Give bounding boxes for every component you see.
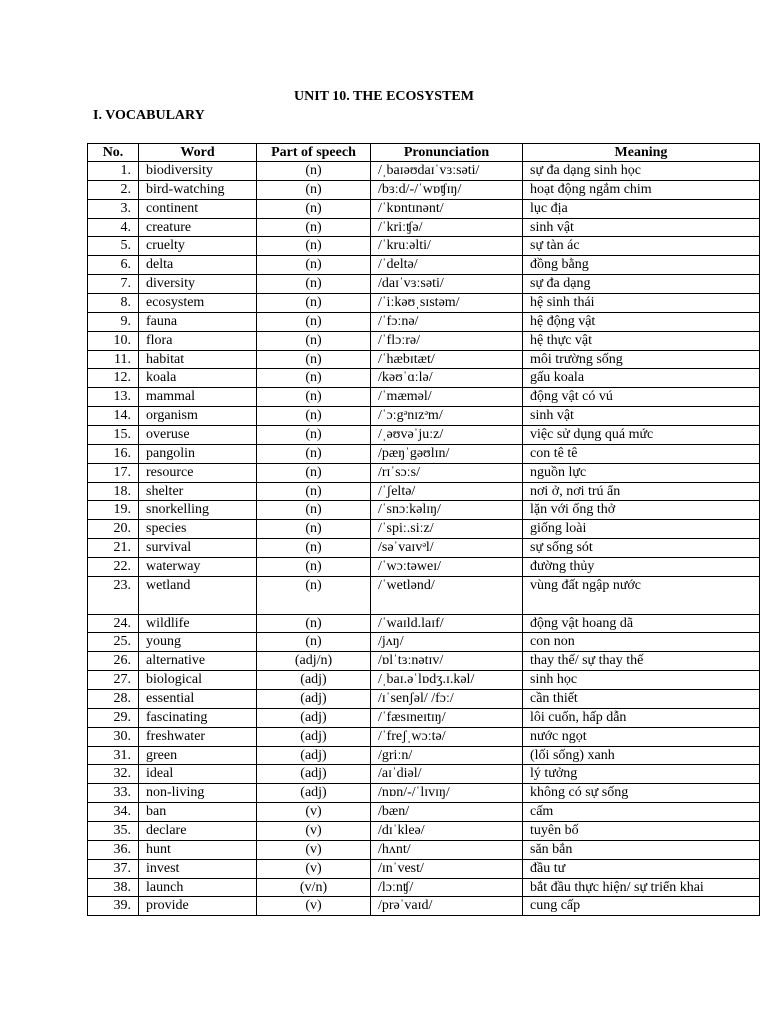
cell-meaning: gấu koala	[523, 369, 760, 388]
cell-word: young	[139, 633, 257, 652]
cell-part-of-speech: (adj)	[257, 746, 371, 765]
table-row	[88, 162, 760, 181]
cell-pronunciation: /ˈwetlənd/	[371, 576, 523, 614]
cell-part-of-speech: (adj)	[257, 765, 371, 784]
cell-part-of-speech: (v)	[257, 803, 371, 822]
cell-part-of-speech: (n)	[257, 482, 371, 501]
cell-part-of-speech: (n)	[257, 388, 371, 407]
cell-pronunciation: /ˈɔːgᵊnɪzᵊm/	[371, 407, 523, 426]
table-row	[88, 576, 760, 614]
cell-meaning: đồng bằng	[523, 256, 760, 275]
cell-no: 23.	[88, 576, 139, 614]
cell-meaning: cần thiết	[523, 689, 760, 708]
cell-word: survival	[139, 539, 257, 558]
cell-part-of-speech: (n)	[257, 369, 371, 388]
cell-part-of-speech: (n)	[257, 444, 371, 463]
cell-no: 26.	[88, 652, 139, 671]
cell-pronunciation: /daɪˈvɜːsəti/	[371, 275, 523, 294]
cell-meaning: bắt đầu thực hiện/ sự triển khai	[523, 878, 760, 897]
cell-no: 15.	[88, 426, 139, 445]
cell-part-of-speech: (n)	[257, 180, 371, 199]
table-row	[88, 331, 760, 350]
cell-no: 19.	[88, 501, 139, 520]
cell-word: mammal	[139, 388, 257, 407]
cell-pronunciation: /ˈwaɪld.laɪf/	[371, 614, 523, 633]
cell-word: biological	[139, 671, 257, 690]
cell-pronunciation: /ˈiːkəʊˌsɪstəm/	[371, 294, 523, 313]
table-row	[88, 407, 760, 426]
cell-meaning: cấm	[523, 803, 760, 822]
cell-no: 11.	[88, 350, 139, 369]
cell-pronunciation: /ˈspiː.siːz/	[371, 520, 523, 539]
cell-no: 7.	[88, 275, 139, 294]
cell-no: 32.	[88, 765, 139, 784]
cell-pronunciation: /bæn/	[371, 803, 523, 822]
cell-pronunciation: /ˈmæməl/	[371, 388, 523, 407]
table-row	[88, 689, 760, 708]
cell-meaning: đường thủy	[523, 558, 760, 577]
cell-part-of-speech: (n)	[257, 520, 371, 539]
cell-word: resource	[139, 463, 257, 482]
cell-word: creature	[139, 218, 257, 237]
cell-pronunciation: /ˈʃeltə/	[371, 482, 523, 501]
cell-word: snorkelling	[139, 501, 257, 520]
cell-no: 36.	[88, 840, 139, 859]
cell-no: 25.	[88, 633, 139, 652]
cell-meaning: lặn với ống thở	[523, 501, 760, 520]
table-row	[88, 444, 760, 463]
cell-pronunciation: /ɪˈsenʃəl/ /fɔː/	[371, 689, 523, 708]
cell-word: hunt	[139, 840, 257, 859]
table-row	[88, 482, 760, 501]
header-part-of-speech: Part of speech	[257, 144, 371, 162]
cell-pronunciation: /nɒn/-/ˈlɪvɪŋ/	[371, 784, 523, 803]
cell-no: 33.	[88, 784, 139, 803]
table-row	[88, 426, 760, 445]
cell-word: flora	[139, 331, 257, 350]
table-row	[88, 256, 760, 275]
cell-meaning: vùng đất ngập nước	[523, 576, 760, 614]
cell-pronunciation: /ˈsnɔːkəlɪŋ/	[371, 501, 523, 520]
cell-no: 6.	[88, 256, 139, 275]
cell-no: 2.	[88, 180, 139, 199]
cell-meaning: nước ngọt	[523, 727, 760, 746]
cell-word: provide	[139, 897, 257, 916]
table-row	[88, 633, 760, 652]
cell-pronunciation: /ˈkruːəlti/	[371, 237, 523, 256]
cell-pronunciation: /ˌəʊvəˈjuːz/	[371, 426, 523, 445]
cell-no: 20.	[88, 520, 139, 539]
table-row	[88, 840, 760, 859]
cell-part-of-speech: (n)	[257, 633, 371, 652]
cell-meaning: lôi cuốn, hấp dẫn	[523, 708, 760, 727]
cell-pronunciation: /səˈvaɪvᵊl/	[371, 539, 523, 558]
table-row	[88, 463, 760, 482]
table-row	[88, 312, 760, 331]
table-row	[88, 218, 760, 237]
cell-no: 4.	[88, 218, 139, 237]
table-row	[88, 520, 760, 539]
cell-meaning: thay thế/ sự thay thế	[523, 652, 760, 671]
cell-pronunciation: /dɪˈkleə/	[371, 821, 523, 840]
cell-part-of-speech: (v/n)	[257, 878, 371, 897]
cell-no: 31.	[88, 746, 139, 765]
cell-meaning: con tê tê	[523, 444, 760, 463]
cell-pronunciation: /ˈfɔːnə/	[371, 312, 523, 331]
table-row	[88, 350, 760, 369]
cell-no: 27.	[88, 671, 139, 690]
cell-part-of-speech: (n)	[257, 331, 371, 350]
cell-no: 24.	[88, 614, 139, 633]
cell-word: diversity	[139, 275, 257, 294]
cell-pronunciation: /ˈflɔːrə/	[371, 331, 523, 350]
cell-word: continent	[139, 199, 257, 218]
cell-meaning: nguồn lực	[523, 463, 760, 482]
table-row	[88, 652, 760, 671]
cell-meaning: lục địa	[523, 199, 760, 218]
cell-meaning: giống loài	[523, 520, 760, 539]
table-row	[88, 878, 760, 897]
cell-word: shelter	[139, 482, 257, 501]
cell-no: 12.	[88, 369, 139, 388]
cell-word: invest	[139, 859, 257, 878]
header-pronunciation: Pronunciation	[371, 144, 523, 162]
cell-no: 17.	[88, 463, 139, 482]
header-row	[88, 144, 760, 162]
cell-part-of-speech: (n)	[257, 350, 371, 369]
cell-word: launch	[139, 878, 257, 897]
cell-part-of-speech: (v)	[257, 821, 371, 840]
cell-part-of-speech: (adj)	[257, 689, 371, 708]
section-heading: I. VOCABULARY	[93, 108, 205, 123]
cell-no: 14.	[88, 407, 139, 426]
cell-word: alternative	[139, 652, 257, 671]
cell-meaning: sinh vật	[523, 218, 760, 237]
table-row	[88, 558, 760, 577]
cell-part-of-speech: (n)	[257, 275, 371, 294]
cell-no: 9.	[88, 312, 139, 331]
cell-meaning: động vật có vú	[523, 388, 760, 407]
cell-meaning: (lối sống) xanh	[523, 746, 760, 765]
cell-pronunciation: /hʌnt/	[371, 840, 523, 859]
table-row	[88, 784, 760, 803]
cell-no: 1.	[88, 162, 139, 181]
cell-pronunciation: /ˈwɔːtəweɪ/	[371, 558, 523, 577]
table-row	[88, 765, 760, 784]
cell-meaning: hệ động vật	[523, 312, 760, 331]
table-body	[88, 162, 760, 916]
table-row	[88, 539, 760, 558]
cell-word: declare	[139, 821, 257, 840]
cell-no: 10.	[88, 331, 139, 350]
cell-part-of-speech: (n)	[257, 162, 371, 181]
cell-word: biodiversity	[139, 162, 257, 181]
cell-word: koala	[139, 369, 257, 388]
cell-word: species	[139, 520, 257, 539]
cell-word: habitat	[139, 350, 257, 369]
cell-part-of-speech: (n)	[257, 501, 371, 520]
cell-meaning: cung cấp	[523, 897, 760, 916]
table-header	[88, 144, 760, 162]
cell-meaning: tuyên bố	[523, 821, 760, 840]
cell-word: fascinating	[139, 708, 257, 727]
cell-pronunciation: /ɪnˈvest/	[371, 859, 523, 878]
cell-word: essential	[139, 689, 257, 708]
cell-part-of-speech: (n)	[257, 576, 371, 614]
cell-part-of-speech: (n)	[257, 237, 371, 256]
cell-meaning: sự sống sót	[523, 539, 760, 558]
cell-meaning: hệ sinh thái	[523, 294, 760, 313]
table-row	[88, 803, 760, 822]
cell-no: 39.	[88, 897, 139, 916]
cell-pronunciation: /ˈdeltə/	[371, 256, 523, 275]
cell-meaning: nơi ở, nơi trú ẩn	[523, 482, 760, 501]
cell-word: fauna	[139, 312, 257, 331]
cell-meaning: hệ thực vật	[523, 331, 760, 350]
cell-word: freshwater	[139, 727, 257, 746]
cell-word: pangolin	[139, 444, 257, 463]
table-row	[88, 727, 760, 746]
cell-meaning: sinh vật	[523, 407, 760, 426]
cell-pronunciation: /bɜːd/-/ˈwɒʧɪŋ/	[371, 180, 523, 199]
cell-part-of-speech: (n)	[257, 539, 371, 558]
table-row	[88, 388, 760, 407]
cell-no: 34.	[88, 803, 139, 822]
cell-no: 16.	[88, 444, 139, 463]
cell-word: non-living	[139, 784, 257, 803]
table-row	[88, 614, 760, 633]
page-title: UNIT 10. THE ECOSYSTEM	[294, 89, 474, 104]
cell-pronunciation: /ˈkriːʧə/	[371, 218, 523, 237]
cell-part-of-speech: (n)	[257, 294, 371, 313]
cell-part-of-speech: (adj)	[257, 671, 371, 690]
cell-meaning: sinh học	[523, 671, 760, 690]
vocabulary-table	[87, 143, 760, 916]
cell-part-of-speech: (v)	[257, 859, 371, 878]
cell-meaning: đầu tư	[523, 859, 760, 878]
table-row	[88, 237, 760, 256]
cell-part-of-speech: (n)	[257, 463, 371, 482]
cell-no: 30.	[88, 727, 139, 746]
cell-part-of-speech: (n)	[257, 312, 371, 331]
table-row	[88, 859, 760, 878]
cell-pronunciation: /griːn/	[371, 746, 523, 765]
cell-word: wildlife	[139, 614, 257, 633]
header-no: No.	[88, 144, 139, 162]
cell-no: 28.	[88, 689, 139, 708]
cell-meaning: con non	[523, 633, 760, 652]
cell-meaning: hoạt động ngắm chim	[523, 180, 760, 199]
cell-no: 37.	[88, 859, 139, 878]
table-row	[88, 369, 760, 388]
cell-no: 18.	[88, 482, 139, 501]
cell-no: 3.	[88, 199, 139, 218]
cell-part-of-speech: (adj)	[257, 708, 371, 727]
cell-word: ecosystem	[139, 294, 257, 313]
table-row	[88, 294, 760, 313]
cell-meaning: sự đa dạng	[523, 275, 760, 294]
cell-part-of-speech: (n)	[257, 614, 371, 633]
cell-pronunciation: /rɪˈsɔːs/	[371, 463, 523, 482]
cell-word: delta	[139, 256, 257, 275]
cell-part-of-speech: (adj)	[257, 784, 371, 803]
cell-word: ban	[139, 803, 257, 822]
cell-no: 38.	[88, 878, 139, 897]
cell-part-of-speech: (n)	[257, 407, 371, 426]
cell-meaning: việc sử dụng quá mức	[523, 426, 760, 445]
table-row	[88, 708, 760, 727]
cell-word: wetland	[139, 576, 257, 614]
cell-word: waterway	[139, 558, 257, 577]
cell-pronunciation: /pæŋˈgəʊlɪn/	[371, 444, 523, 463]
cell-pronunciation: /ˈfreʃˌwɔːtə/	[371, 727, 523, 746]
cell-word: green	[139, 746, 257, 765]
cell-pronunciation: /aɪˈdiəl/	[371, 765, 523, 784]
table-row	[88, 897, 760, 916]
table-row	[88, 275, 760, 294]
cell-pronunciation: /prəˈvaɪd/	[371, 897, 523, 916]
cell-part-of-speech: (n)	[257, 199, 371, 218]
cell-no: 22.	[88, 558, 139, 577]
cell-word: cruelty	[139, 237, 257, 256]
cell-no: 35.	[88, 821, 139, 840]
cell-pronunciation: /ˈhæbɪtæt/	[371, 350, 523, 369]
cell-part-of-speech: (n)	[257, 426, 371, 445]
cell-no: 21.	[88, 539, 139, 558]
cell-pronunciation: /ˌbaɪəʊdaɪˈvɜːsəti/	[371, 162, 523, 181]
cell-pronunciation: /ˌbaɪ.əˈlɒdʒ.ɪ.kəl/	[371, 671, 523, 690]
cell-no: 8.	[88, 294, 139, 313]
cell-word: bird-watching	[139, 180, 257, 199]
table-row	[88, 501, 760, 520]
cell-part-of-speech: (v)	[257, 840, 371, 859]
cell-part-of-speech: (adj/n)	[257, 652, 371, 671]
cell-pronunciation: /ˈkɒntɪnənt/	[371, 199, 523, 218]
header-meaning: Meaning	[523, 144, 760, 162]
cell-part-of-speech: (n)	[257, 256, 371, 275]
cell-word: ideal	[139, 765, 257, 784]
cell-word: organism	[139, 407, 257, 426]
cell-word: overuse	[139, 426, 257, 445]
cell-part-of-speech: (v)	[257, 897, 371, 916]
cell-meaning: sự đa dạng sinh học	[523, 162, 760, 181]
cell-pronunciation: /ɒlˈtɜːnətɪv/	[371, 652, 523, 671]
cell-meaning: không có sự sống	[523, 784, 760, 803]
cell-meaning: động vật hoang dã	[523, 614, 760, 633]
cell-part-of-speech: (n)	[257, 218, 371, 237]
table-row	[88, 199, 760, 218]
cell-meaning: môi trường sống	[523, 350, 760, 369]
cell-part-of-speech: (adj)	[257, 727, 371, 746]
cell-meaning: lý tưởng	[523, 765, 760, 784]
cell-pronunciation: /lɔːnʧ/	[371, 878, 523, 897]
cell-pronunciation: /ˈfæsɪneɪtɪŋ/	[371, 708, 523, 727]
table-row	[88, 671, 760, 690]
cell-part-of-speech: (n)	[257, 558, 371, 577]
header-word: Word	[139, 144, 257, 162]
table-row	[88, 821, 760, 840]
cell-no: 29.	[88, 708, 139, 727]
cell-no: 5.	[88, 237, 139, 256]
table-row	[88, 180, 760, 199]
cell-pronunciation: /kəʊˈɑːlə/	[371, 369, 523, 388]
cell-meaning: sự tàn ác	[523, 237, 760, 256]
table-row	[88, 746, 760, 765]
cell-pronunciation: /jʌŋ/	[371, 633, 523, 652]
cell-no: 13.	[88, 388, 139, 407]
cell-meaning: săn bắn	[523, 840, 760, 859]
